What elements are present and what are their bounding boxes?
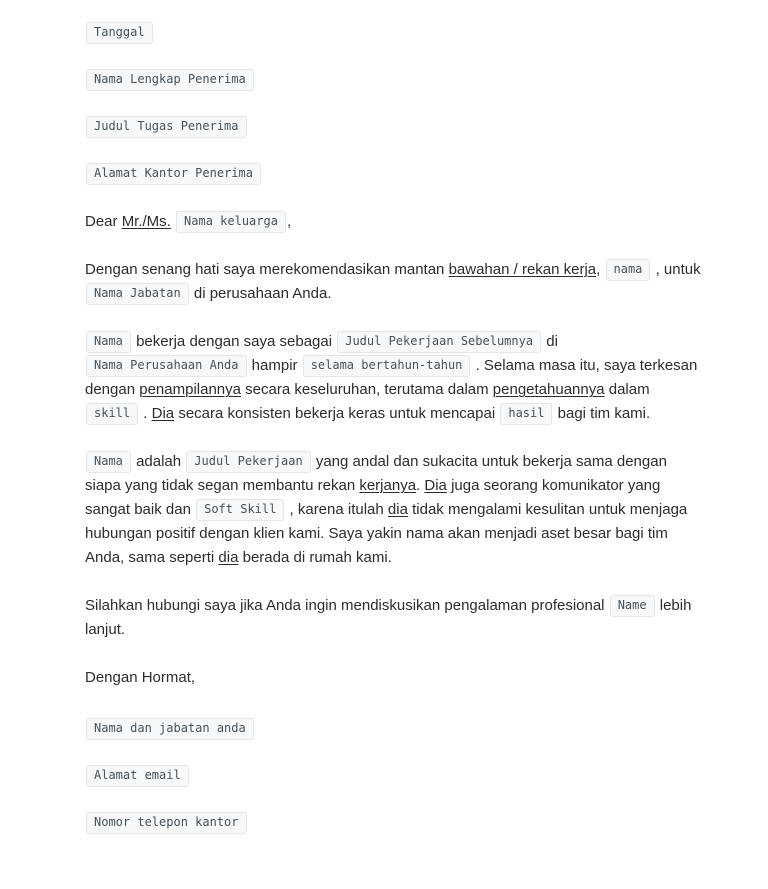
chip-nama-jabatan[interactable]: Nama Jabatan <box>86 283 189 305</box>
closing-line <box>85 666 701 690</box>
underlined-text: bawahan / rekan kerja <box>448 261 597 278</box>
header-field-row <box>85 163 702 185</box>
text-run: lebih lanjut. <box>85 597 692 638</box>
text-run: di perusahaan Anda. <box>189 285 332 302</box>
chip-selama-bertahun-tahun[interactable]: selama bertahun-tahun <box>303 355 471 377</box>
salutation <box>85 210 701 234</box>
text-run: adalah <box>131 453 186 470</box>
honorific-underlined: Mr./Ms. <box>121 213 171 230</box>
header-field-row <box>85 69 702 91</box>
chip-nama[interactable]: Nama <box>86 331 131 353</box>
chip-tanggal[interactable]: Tanggal <box>86 22 153 44</box>
paragraph-1 <box>85 258 701 306</box>
text-run: juga seorang komunikator yang sangat baik dan <box>85 477 661 518</box>
closing-text: Dengan Hormat, <box>85 669 196 686</box>
chip-nama-perusahaan-anda[interactable]: Nama Perusahaan Anda <box>86 355 247 377</box>
chip-nama[interactable]: nama <box>606 259 651 281</box>
paragraph-4 <box>85 594 701 642</box>
underlined-text: pengetahuannya <box>492 381 605 398</box>
chip-soft-skill[interactable]: Soft Skill <box>196 499 284 521</box>
text-run: tidak mengalami kesulitan untuk menjaga hubungan positif dengan klien kami. Saya yakin nama akan menjadi aset besar bagi tim Anda, sama seperti <box>85 501 688 566</box>
chip-judul-pekerjaan-sebelumnya[interactable]: Judul Pekerjaan Sebelumnya <box>337 331 541 353</box>
underlined-text: Dia <box>151 405 175 422</box>
text-run: Dengan senang hati saya merekomendasikan mantan <box>85 261 449 278</box>
underlined-text: kerjanya <box>359 477 417 494</box>
header-field-row <box>85 116 702 138</box>
footer-field-row <box>85 812 702 834</box>
paragraph-3 <box>85 450 701 570</box>
chip-alamat-email[interactable]: Alamat email <box>86 765 189 787</box>
text-run: bagi tim kami. <box>553 405 651 422</box>
footer-field-row <box>85 718 702 740</box>
paragraph-2 <box>85 330 701 426</box>
text-run: . <box>139 405 152 422</box>
text-run: , <box>596 261 605 278</box>
text-run: . <box>416 477 425 494</box>
text-run: secara keseluruhan, terutama dalam <box>240 381 493 398</box>
text-run: . Selama masa itu, saya terkesan dengan <box>85 357 698 398</box>
text-run: Silahkan hubungi saya jika Anda ingin mendiskusikan pengalaman profesional <box>85 597 609 614</box>
salutation-text: Dear <box>85 213 122 230</box>
chip-skill[interactable]: skill <box>86 403 138 425</box>
chip-nama-dan-jabatan-anda[interactable]: Nama dan jabatan anda <box>86 718 254 740</box>
underlined-text: Dia <box>424 477 447 494</box>
text-run: hampir <box>247 357 302 374</box>
chip-hasil[interactable]: hasil <box>500 403 552 425</box>
footer-field-row <box>85 765 702 787</box>
text-run: dalam <box>604 381 650 398</box>
text-run: yang andal dan sukacita untuk bekerja sama dengan siapa yang tidak segan membantu rekan <box>85 453 667 494</box>
text-run: , untuk <box>651 261 701 278</box>
text-run: secara konsisten bekerja keras untuk mencapai <box>174 405 500 422</box>
text-run: bekerja dengan saya sebagai <box>131 333 337 350</box>
chip-name[interactable]: Name <box>610 595 655 617</box>
chip-judul-tugas-penerima[interactable]: Judul Tugas Penerima <box>86 116 247 138</box>
underlined-text: dia <box>218 549 239 566</box>
chip-nama-lengkap-penerima[interactable]: Nama Lengkap Penerima <box>86 69 254 91</box>
underlined-text: dia <box>387 501 408 518</box>
text-run: berada di rumah kami. <box>238 549 392 566</box>
chip-judul-pekerjaan[interactable]: Judul Pekerjaan <box>186 451 310 473</box>
chip-nomor-telepon-kantor[interactable]: Nomor telepon kantor <box>86 812 247 834</box>
chip-alamat-kantor-penerima[interactable]: Alamat Kantor Penerima <box>86 163 261 185</box>
chip-nama[interactable]: Nama <box>86 451 131 473</box>
salutation-text: , <box>286 213 292 230</box>
chip-nama-keluarga[interactable]: Nama keluarga <box>176 211 286 233</box>
text-run: , karena itulah <box>285 501 388 518</box>
text-run: di <box>542 333 558 350</box>
header-field-row <box>85 22 702 44</box>
underlined-text: penampilannya <box>139 381 241 398</box>
